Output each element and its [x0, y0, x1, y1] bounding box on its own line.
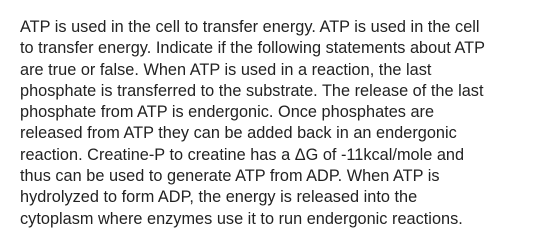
question-text — [20, 17, 542, 230]
question-line: reaction. Creatine-P to creatine has a ΔG of -11kcal/mole and — [20, 145, 465, 164]
question-line: ATP is used in the cell to transfer energy. ATP is used in the cell — [20, 18, 480, 36]
question-line: are true or false. When ATP is used in a reaction, the last — [20, 60, 432, 79]
question-line: phosphate from ATP is endergonic. Once phosphates are — [20, 103, 435, 122]
question-line: phosphate is transferred to the substrate. The release of the last — [20, 81, 484, 100]
question-line: hydrolyzed to form ADP, the energy is released into the — [20, 188, 418, 207]
question-line: thus can be used to generate ATP from ADP. When ATP is — [20, 167, 440, 186]
question-line: cytoplasm where enzymes use it to run endergonic reactions. — [20, 209, 463, 228]
question-line: released from ATP they can be added back in an endergonic — [20, 124, 457, 143]
question-line: to transfer energy. Indicate if the following statements about ATP — [20, 39, 485, 58]
